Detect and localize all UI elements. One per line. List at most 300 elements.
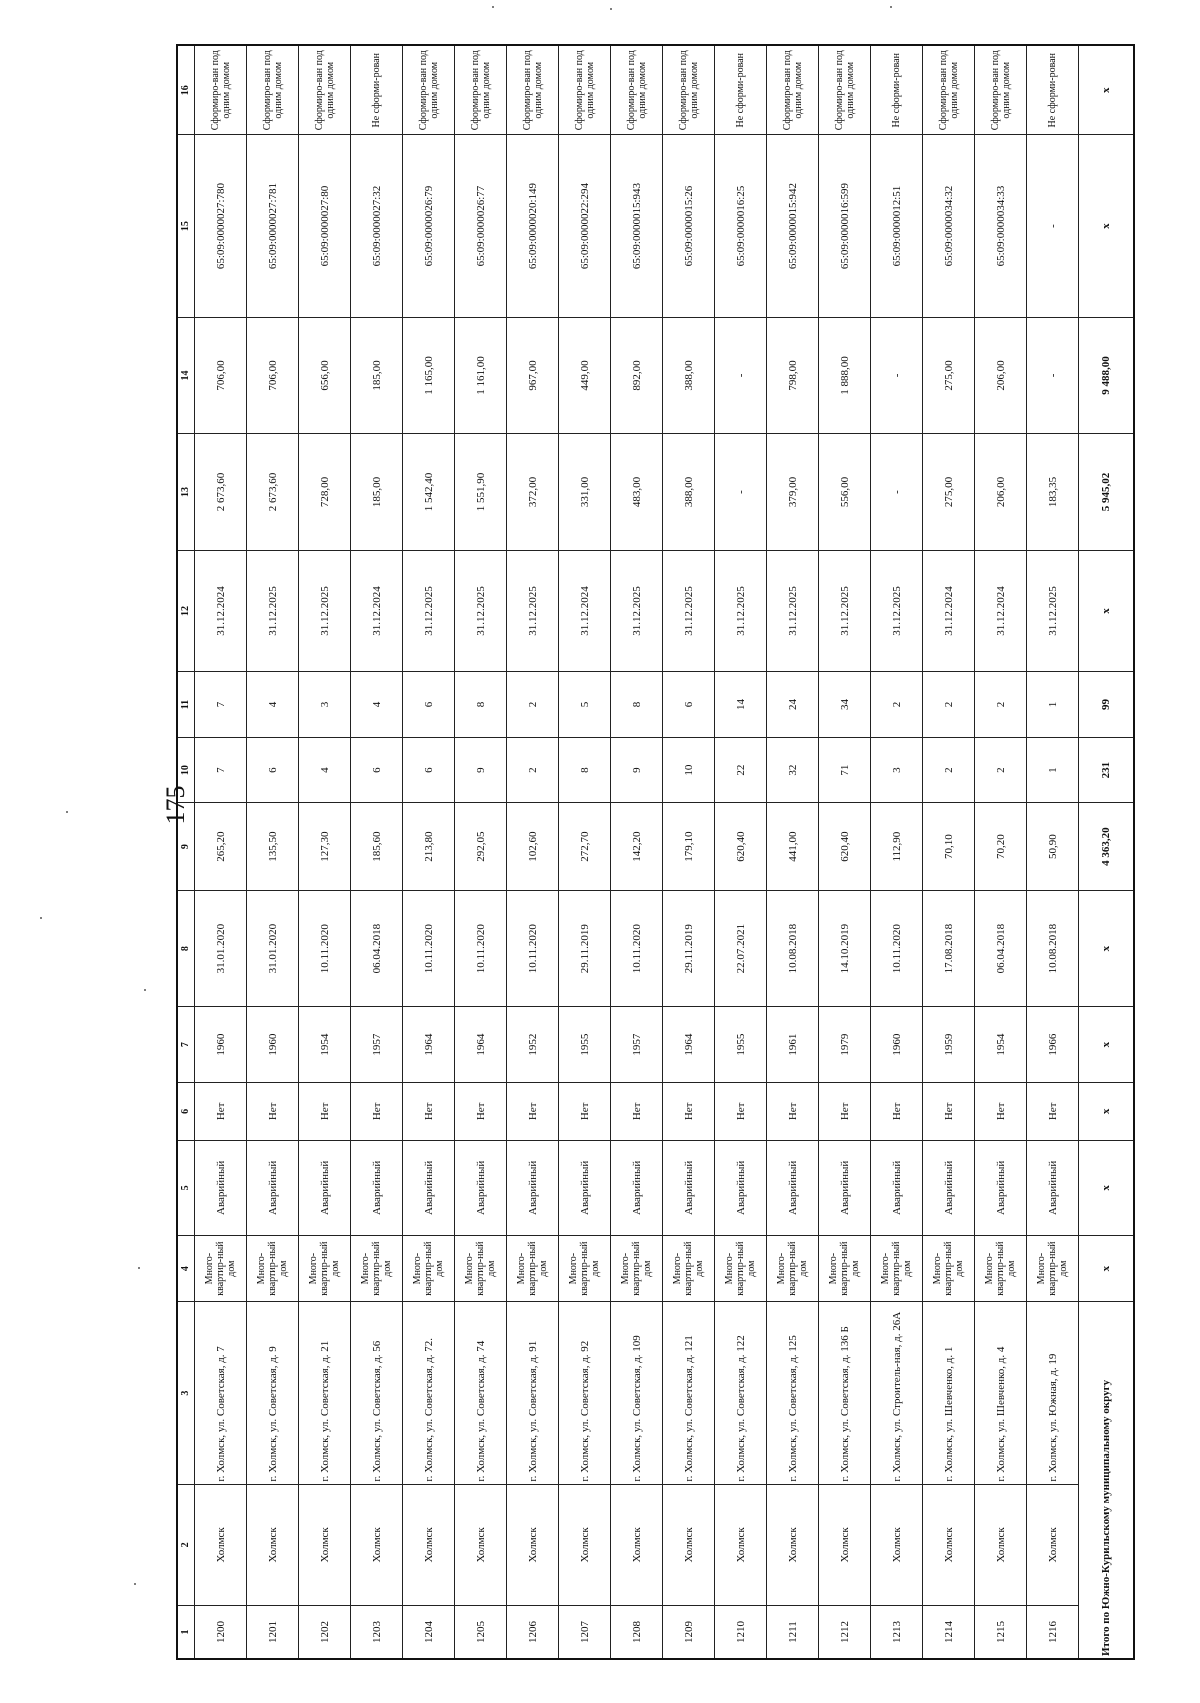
residential-area: 142,20 [611, 803, 663, 890]
building-status: Аварийный [247, 1140, 299, 1235]
recognition-date: 10.11.2020 [455, 890, 507, 1007]
cell-col6: Нет [975, 1082, 1027, 1140]
building-status: Аварийный [195, 1140, 247, 1235]
land-plot-status: Сформиро-ван под одним домом [767, 45, 819, 135]
plot-area: 967,00 [507, 317, 559, 434]
row-number: 1209 [663, 1606, 715, 1659]
premises-count: 2 [507, 672, 559, 738]
settlement-name: Холмск [1027, 1484, 1079, 1605]
settlement-name: Холмск [663, 1484, 715, 1605]
recognition-date: 29.11.2019 [559, 890, 611, 1007]
residential-area: 272,70 [559, 803, 611, 890]
building-status: Аварийный [351, 1140, 403, 1235]
build-year: 1957 [351, 1007, 403, 1082]
cadastral-number: 65:09:0000027:80 [299, 135, 351, 317]
total-land-area: 5 945,02 [1079, 434, 1135, 551]
row-number: 1211 [767, 1606, 819, 1659]
cell-col6: Нет [871, 1082, 923, 1140]
premises-count: 2 [975, 672, 1027, 738]
building-type: Много-квартир-ный дом [299, 1235, 351, 1302]
building-type: Много-квартир-ный дом [247, 1235, 299, 1302]
premises-count: 14 [715, 672, 767, 738]
building-status: Аварийный [767, 1140, 819, 1235]
cadastral-number: 65:09:0000034:32 [923, 135, 975, 317]
row-number: 1213 [871, 1606, 923, 1659]
column-number-7: 7 [177, 1007, 195, 1082]
address: г. Холмск, ул. Советская, д. 9 [247, 1302, 299, 1484]
address: г. Холмск, ул. Советская, д. 125 [767, 1302, 819, 1484]
cadastral-number: 65:09:0000027:781 [247, 135, 299, 317]
total-label: Итого по Южно-Курильскому муниципальному округу [1079, 1302, 1135, 1659]
plot-area: 1 165,00 [403, 317, 455, 434]
table-row [403, 45, 455, 1659]
table-row [715, 45, 767, 1659]
land-plot-status: Сформиро-ван под одним домом [247, 45, 299, 135]
build-year: 1954 [299, 1007, 351, 1082]
table-row [923, 45, 975, 1659]
total-cell: x [1079, 890, 1135, 1007]
cell-col6: Нет [819, 1082, 871, 1140]
column-number-8: 8 [177, 890, 195, 1007]
residential-area: 292,05 [455, 803, 507, 890]
total-premises: 99 [1079, 672, 1135, 738]
building-status: Аварийный [1027, 1140, 1079, 1235]
planned-date: 31.12.2025 [767, 550, 819, 671]
residents-count: 4 [299, 737, 351, 803]
column-number-14: 14 [177, 317, 195, 434]
land-area: 2 673,60 [247, 434, 299, 551]
residents-count: 10 [663, 737, 715, 803]
building-type: Много-квартир-ный дом [663, 1235, 715, 1302]
row-number: 1215 [975, 1606, 1027, 1659]
rotated-table-container [176, 44, 1112, 1660]
column-number-1: 1 [177, 1606, 195, 1659]
total-cell: x [1079, 135, 1135, 317]
plot-area: 449,00 [559, 317, 611, 434]
total-plot-area: 9 488,00 [1079, 317, 1135, 434]
land-area: - [715, 434, 767, 551]
build-year: 1979 [819, 1007, 871, 1082]
residents-count: 9 [611, 737, 663, 803]
residential-area: 70,20 [975, 803, 1027, 890]
premises-count: 4 [351, 672, 403, 738]
planned-date: 31.12.2025 [715, 550, 767, 671]
building-status: Аварийный [663, 1140, 715, 1235]
column-number-12: 12 [177, 550, 195, 671]
recognition-date: 10.08.2018 [1027, 890, 1079, 1007]
build-year: 1964 [455, 1007, 507, 1082]
settlement-name: Холмск [819, 1484, 871, 1605]
table-row [663, 45, 715, 1659]
scan-speck [134, 1583, 136, 1585]
row-number: 1214 [923, 1606, 975, 1659]
address: г. Холмск, ул. Шевченко, д. 4 [975, 1302, 1027, 1484]
scan-speck [144, 989, 146, 991]
cell-col6: Нет [1027, 1082, 1079, 1140]
row-number: 1216 [1027, 1606, 1079, 1659]
cell-col6: Нет [767, 1082, 819, 1140]
building-type: Много-квартир-ный дом [923, 1235, 975, 1302]
building-type: Много-квартир-ный дом [611, 1235, 663, 1302]
land-area: 2 673,60 [195, 434, 247, 551]
cell-col6: Нет [403, 1082, 455, 1140]
planned-date: 31.12.2025 [455, 550, 507, 671]
table-row [871, 45, 923, 1659]
cell-col6: Нет [663, 1082, 715, 1140]
settlement-name: Холмск [455, 1484, 507, 1605]
recognition-date: 10.11.2020 [871, 890, 923, 1007]
build-year: 1960 [871, 1007, 923, 1082]
settlement-name: Холмск [611, 1484, 663, 1605]
residents-count: 32 [767, 737, 819, 803]
building-status: Аварийный [819, 1140, 871, 1235]
column-number-2: 2 [177, 1484, 195, 1605]
settlement-name: Холмск [195, 1484, 247, 1605]
land-plot-status: Сформиро-ван под одним домом [403, 45, 455, 135]
premises-count: 3 [299, 672, 351, 738]
column-number-13: 13 [177, 434, 195, 551]
recognition-date: 14.10.2019 [819, 890, 871, 1007]
cadastral-number: 65:09:0000015:26 [663, 135, 715, 317]
document-frame [176, 44, 1112, 1660]
planned-date: 31.12.2024 [923, 550, 975, 671]
land-area: 1 551,90 [455, 434, 507, 551]
cell-col6: Нет [455, 1082, 507, 1140]
settlement-name: Холмск [299, 1484, 351, 1605]
recognition-date: 06.04.2018 [975, 890, 1027, 1007]
cell-col6: Нет [715, 1082, 767, 1140]
settlement-name: Холмск [975, 1484, 1027, 1605]
land-area: 372,00 [507, 434, 559, 551]
planned-date: 31.12.2024 [559, 550, 611, 671]
plot-area: 275,00 [923, 317, 975, 434]
cadastral-number: 65:09:0000026:77 [455, 135, 507, 317]
residents-count: 7 [195, 737, 247, 803]
land-area: 206,00 [975, 434, 1027, 551]
building-status: Аварийный [403, 1140, 455, 1235]
residents-count: 2 [975, 737, 1027, 803]
land-area: 331,00 [559, 434, 611, 551]
total-cell: x [1079, 45, 1135, 135]
recognition-date: 10.11.2020 [403, 890, 455, 1007]
recognition-date: 22.07.2021 [715, 890, 767, 1007]
build-year: 1966 [1027, 1007, 1079, 1082]
cell-col6: Нет [195, 1082, 247, 1140]
residents-count: 8 [559, 737, 611, 803]
row-number: 1206 [507, 1606, 559, 1659]
building-type: Много-квартир-ный дом [455, 1235, 507, 1302]
row-number: 1200 [195, 1606, 247, 1659]
building-type: Много-квартир-ный дом [507, 1235, 559, 1302]
recognition-date: 31.01.2020 [195, 890, 247, 1007]
planned-date: 31.12.2025 [1027, 550, 1079, 671]
address: г. Холмск, ул. Советская, д. 122 [715, 1302, 767, 1484]
land-area: 556,00 [819, 434, 871, 551]
residential-area: 213,80 [403, 803, 455, 890]
building-status: Аварийный [975, 1140, 1027, 1235]
cadastral-number: - [1027, 135, 1079, 317]
land-plot-status: Сформиро-ван под одним домом [975, 45, 1027, 135]
building-status: Аварийный [871, 1140, 923, 1235]
land-plot-status: Не сформи-рован [715, 45, 767, 135]
settlement-name: Холмск [351, 1484, 403, 1605]
row-number: 1201 [247, 1606, 299, 1659]
land-plot-status: Сформиро-ван под одним домом [507, 45, 559, 135]
recognition-date: 10.11.2020 [611, 890, 663, 1007]
residents-count: 6 [403, 737, 455, 803]
building-type: Много-квартир-ный дом [403, 1235, 455, 1302]
residential-area: 185,60 [351, 803, 403, 890]
recognition-date: 10.11.2020 [299, 890, 351, 1007]
cadastral-number: 65:09:0000020:149 [507, 135, 559, 317]
column-number-10: 10 [177, 737, 195, 803]
column-number-4: 4 [177, 1235, 195, 1302]
residents-count: 71 [819, 737, 871, 803]
plot-area: 1 888,00 [819, 317, 871, 434]
table-row [507, 45, 559, 1659]
planned-date: 31.12.2025 [507, 550, 559, 671]
cell-col6: Нет [299, 1082, 351, 1140]
header-row [177, 45, 195, 1659]
building-type: Много-квартир-ный дом [1027, 1235, 1079, 1302]
plot-area: 656,00 [299, 317, 351, 434]
residents-count: 6 [351, 737, 403, 803]
building-status: Аварийный [559, 1140, 611, 1235]
recognition-date: 10.08.2018 [767, 890, 819, 1007]
residential-area: 620,40 [715, 803, 767, 890]
premises-count: 8 [455, 672, 507, 738]
table-row [299, 45, 351, 1659]
address: г. Холмск, ул. Советская, д. 121 [663, 1302, 715, 1484]
address: г. Холмск, ул. Советская, д. 21 [299, 1302, 351, 1484]
cell-col6: Нет [559, 1082, 611, 1140]
table-body [195, 45, 1079, 1659]
row-number: 1207 [559, 1606, 611, 1659]
column-number-5: 5 [177, 1140, 195, 1235]
table-row [975, 45, 1027, 1659]
settlement-name: Холмск [715, 1484, 767, 1605]
address: г. Холмск, ул. Шевченко, д. 1 [923, 1302, 975, 1484]
address: г. Холмск, ул. Советская, д. 56 [351, 1302, 403, 1484]
build-year: 1955 [715, 1007, 767, 1082]
land-plot-status: Сформиро-ван под одним домом [819, 45, 871, 135]
residential-area: 179,10 [663, 803, 715, 890]
build-year: 1959 [923, 1007, 975, 1082]
build-year: 1952 [507, 1007, 559, 1082]
build-year: 1961 [767, 1007, 819, 1082]
premises-count: 8 [611, 672, 663, 738]
total-residents: 231 [1079, 737, 1135, 803]
plot-area: 185,00 [351, 317, 403, 434]
total-cell: x [1079, 1082, 1135, 1140]
building-type: Много-квартир-ный дом [975, 1235, 1027, 1302]
cadastral-number: 65:09:0000016:599 [819, 135, 871, 317]
building-status: Аварийный [455, 1140, 507, 1235]
cadastral-number: 65:09:0000027:32 [351, 135, 403, 317]
land-plot-status: Не сформи-рован [1027, 45, 1079, 135]
total-area: 4 363,20 [1079, 803, 1135, 890]
row-number: 1202 [299, 1606, 351, 1659]
table-row [455, 45, 507, 1659]
total-row [1079, 45, 1135, 1659]
building-type: Много-квартир-ный дом [715, 1235, 767, 1302]
plot-area: 388,00 [663, 317, 715, 434]
row-number: 1204 [403, 1606, 455, 1659]
land-plot-status: Сформиро-ван под одним домом [455, 45, 507, 135]
recognition-date: 06.04.2018 [351, 890, 403, 1007]
premises-count: 6 [403, 672, 455, 738]
residential-area: 135,50 [247, 803, 299, 890]
premises-count: 5 [559, 672, 611, 738]
table-row [559, 45, 611, 1659]
cadastral-number: 65:09:0000016:25 [715, 135, 767, 317]
premises-count: 34 [819, 672, 871, 738]
build-year: 1964 [663, 1007, 715, 1082]
planned-date: 31.12.2024 [975, 550, 1027, 671]
cadastral-number: 65:09:0000015:942 [767, 135, 819, 317]
settlement-name: Холмск [871, 1484, 923, 1605]
settlement-name: Холмск [507, 1484, 559, 1605]
scan-speck [492, 6, 494, 8]
cell-col6: Нет [247, 1082, 299, 1140]
land-area: 185,00 [351, 434, 403, 551]
building-status: Аварийный [611, 1140, 663, 1235]
land-plot-status: Сформиро-ван под одним домом [195, 45, 247, 135]
building-status: Аварийный [715, 1140, 767, 1235]
plot-area: 798,00 [767, 317, 819, 434]
plot-area: 706,00 [247, 317, 299, 434]
planned-date: 31.12.2025 [403, 550, 455, 671]
address: г. Холмск, ул. Советская, д. 74 [455, 1302, 507, 1484]
premises-count: 4 [247, 672, 299, 738]
land-plot-status: Не сформи-рован [871, 45, 923, 135]
premises-count: 24 [767, 672, 819, 738]
building-status: Аварийный [923, 1140, 975, 1235]
planned-date: 31.12.2025 [299, 550, 351, 671]
building-type: Много-квартир-ный дом [351, 1235, 403, 1302]
premises-count: 6 [663, 672, 715, 738]
column-number-3: 3 [177, 1302, 195, 1484]
cadastral-number: 65:09:0000026:79 [403, 135, 455, 317]
planned-date: 31.12.2025 [611, 550, 663, 671]
total-cell: x [1079, 550, 1135, 671]
build-year: 1960 [195, 1007, 247, 1082]
address: г. Холмск, ул. Южная, д. 19 [1027, 1302, 1079, 1484]
cadastral-number: 65:09:0000015:943 [611, 135, 663, 317]
settlement-name: Холмск [559, 1484, 611, 1605]
recognition-date: 31.01.2020 [247, 890, 299, 1007]
column-number-6: 6 [177, 1082, 195, 1140]
land-area: 728,00 [299, 434, 351, 551]
table-row [819, 45, 871, 1659]
recognition-date: 29.11.2019 [663, 890, 715, 1007]
residential-area: 102,60 [507, 803, 559, 890]
cell-col6: Нет [923, 1082, 975, 1140]
scan-speck [40, 917, 42, 919]
scan-speck [138, 1267, 140, 1269]
premises-count: 7 [195, 672, 247, 738]
residential-area: 70,10 [923, 803, 975, 890]
land-plot-status: Сформиро-ван под одним домом [663, 45, 715, 135]
land-plot-status: Сформиро-ван под одним домом [559, 45, 611, 135]
address: г. Холмск, ул. Советская, д. 92 [559, 1302, 611, 1484]
residential-area: 50,90 [1027, 803, 1079, 890]
table-row [611, 45, 663, 1659]
residents-count: 9 [455, 737, 507, 803]
residential-area: 620,40 [819, 803, 871, 890]
row-number: 1210 [715, 1606, 767, 1659]
table-row [351, 45, 403, 1659]
address: г. Холмск, ул. Советская, д. 91 [507, 1302, 559, 1484]
residential-area: 265,20 [195, 803, 247, 890]
address: г. Холмск, ул. Советская, д. 7 [195, 1302, 247, 1484]
emergency-housing-registry-table [176, 44, 1135, 1660]
residential-area: 112,90 [871, 803, 923, 890]
building-status: Аварийный [507, 1140, 559, 1235]
planned-date: 31.12.2024 [195, 550, 247, 671]
planned-date: 31.12.2025 [247, 550, 299, 671]
total-cell: x [1079, 1140, 1135, 1235]
table-row [247, 45, 299, 1659]
cell-col6: Нет [351, 1082, 403, 1140]
premises-count: 2 [871, 672, 923, 738]
land-area: 183,35 [1027, 434, 1079, 551]
address: г. Холмск, ул. Советская, д. 109 [611, 1302, 663, 1484]
row-number: 1205 [455, 1606, 507, 1659]
planned-date: 31.12.2025 [871, 550, 923, 671]
land-area: 379,00 [767, 434, 819, 551]
table-footer [1079, 45, 1135, 1659]
total-cell: x [1079, 1007, 1135, 1082]
scan-speck [890, 6, 892, 8]
column-number-9: 9 [177, 803, 195, 890]
column-number-16: 16 [177, 45, 195, 135]
land-area: 388,00 [663, 434, 715, 551]
plot-area: 706,00 [195, 317, 247, 434]
cadastral-number: 65:09:0000022:294 [559, 135, 611, 317]
address: г. Холмск, ул. Советская, д. 72. [403, 1302, 455, 1484]
plot-area: - [715, 317, 767, 434]
settlement-name: Холмск [247, 1484, 299, 1605]
residents-count: 6 [247, 737, 299, 803]
land-plot-status: Сформиро-ван под одним домом [299, 45, 351, 135]
build-year: 1954 [975, 1007, 1027, 1082]
scan-speck [610, 8, 612, 10]
planned-date: 31.12.2025 [663, 550, 715, 671]
plot-area: 892,00 [611, 317, 663, 434]
address: г. Холмск, ул. Строитель-ная, д. 26А [871, 1302, 923, 1484]
building-type: Много-квартир-ный дом [767, 1235, 819, 1302]
build-year: 1964 [403, 1007, 455, 1082]
build-year: 1960 [247, 1007, 299, 1082]
building-type: Много-квартир-ный дом [871, 1235, 923, 1302]
column-number-11: 11 [177, 672, 195, 738]
premises-count: 1 [1027, 672, 1079, 738]
settlement-name: Холмск [767, 1484, 819, 1605]
cadastral-number: 65:09:0000027:780 [195, 135, 247, 317]
building-type: Много-квартир-ный дом [819, 1235, 871, 1302]
building-status: Аварийный [299, 1140, 351, 1235]
residential-area: 127,30 [299, 803, 351, 890]
settlement-name: Холмск [923, 1484, 975, 1605]
residential-area: 441,00 [767, 803, 819, 890]
cell-col6: Нет [507, 1082, 559, 1140]
table-row [1027, 45, 1079, 1659]
residents-count: 3 [871, 737, 923, 803]
row-number: 1212 [819, 1606, 871, 1659]
recognition-date: 10.11.2020 [507, 890, 559, 1007]
land-plot-status: Сформиро-ван под одним домом [611, 45, 663, 135]
